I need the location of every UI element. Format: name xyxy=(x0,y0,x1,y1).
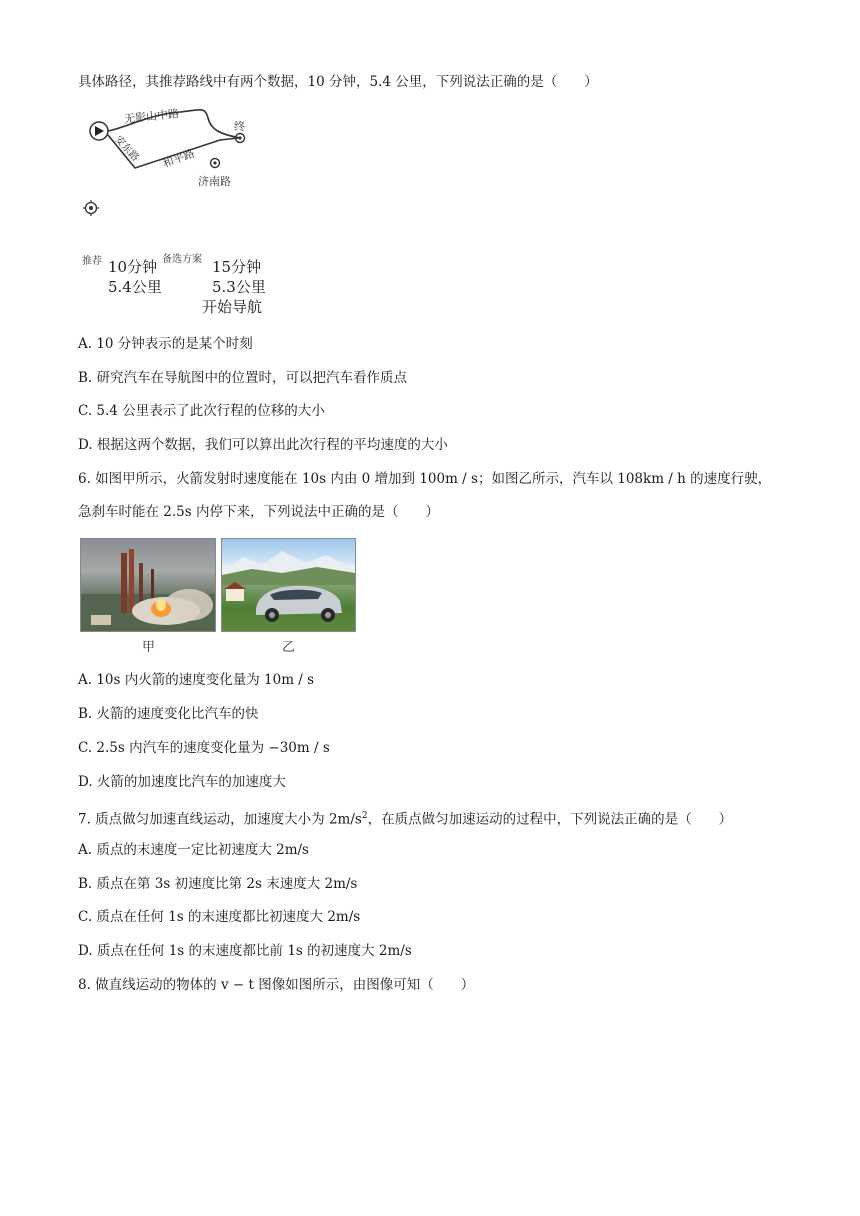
q6-stem-line2: 急刹车时能在 2.5s 内停下来，下列说法中正确的是（ ） xyxy=(78,504,439,520)
recommend-distance: 5.4公里 xyxy=(108,278,162,296)
q7-option-b: B. 质点在第 3s 初速度比第 2s 末速度大 2m/s xyxy=(78,876,358,892)
alternative-distance: 5.3公里 xyxy=(212,278,266,296)
q5-option-a: A. 10 分钟表示的是某个时刻 xyxy=(78,336,253,352)
q6-stem-line1: 6. 如图甲所示，火箭发射时速度能在 10s 内由 0 增加到 100m / s；如图乙所示，汽车以 108km / h 的速度行驶， xyxy=(78,471,772,487)
recommend-tag: 推荐 xyxy=(82,256,102,267)
q7-stem-sup: 2 xyxy=(361,811,368,821)
q5-option-c: C. 5.4 公里表示了此次行程的位移的大小 xyxy=(78,403,325,419)
start-navigation-button: 开始导航 xyxy=(202,298,263,316)
car-photo xyxy=(221,538,356,632)
q7-option-a: A. 质点的末速度一定比初速度大 2m/s xyxy=(78,842,309,858)
jinan-road-label: 济南路 xyxy=(198,175,231,188)
q7-option-c: C. 质点在任何 1s 的末速度都比初速度大 2m/s xyxy=(78,909,361,925)
q8-stem: 8. 做直线运动的物体的 v − t 图像如图所示，由图像可知（ ） xyxy=(78,977,475,993)
alternative-time: 15分钟 xyxy=(212,258,262,276)
road-label-wuyingshan: 无影山中路 xyxy=(123,107,180,126)
rocket-launch-illustration xyxy=(81,539,215,631)
q5-stem: 具体路径，其推荐路线中有两个数据，10 分钟，5.4 公里，下列说法正确的是（ ） xyxy=(78,74,598,90)
q6-option-a: A. 10s 内火箭的速度变化量为 10m / s xyxy=(78,672,315,688)
q6-option-b: B. 火箭的速度变化比汽车的快 xyxy=(78,706,259,722)
alternative-tag: 备选方案 xyxy=(162,254,202,265)
q5-option-b: B. 研究汽车在导航图中的位置时，可以把汽车看作质点 xyxy=(78,370,408,386)
road-label-heping: 和平路 xyxy=(160,146,197,171)
q6-option-c: C. 2.5s 内汽车的速度变化量为 −30m / s xyxy=(78,740,330,756)
end-label: 终 xyxy=(234,120,245,133)
road-label-andong: 安东路 xyxy=(112,134,141,164)
q7-stem-pre: 7. 质点做匀加速直线运动，加速度大小为 2m/s xyxy=(78,811,362,828)
q5-option-d: D. 根据这两个数据，我们可以算出此次行程的平均速度的大小 xyxy=(78,437,448,453)
car-illustration xyxy=(222,539,355,631)
q7-stem-post: ，在质点做匀加速运动的过程中，下列说法正确的是（ ） xyxy=(367,811,733,828)
q6-photo-figure xyxy=(80,538,356,658)
q7-option-d: D. 质点在任何 1s 的末速度都比前 1s 的初速度大 2m/s xyxy=(78,943,412,959)
q7-stem xyxy=(78,806,732,830)
q6-option-d: D. 火箭的加速度比汽车的加速度大 xyxy=(78,774,286,790)
recommend-time: 10分钟 xyxy=(108,258,158,276)
photo-caption-left: 甲 xyxy=(142,640,156,655)
navigation-map-figure xyxy=(80,100,280,320)
photo-caption-right: 乙 xyxy=(282,640,296,655)
start-arrow-icon xyxy=(95,126,104,136)
rocket-launch-photo xyxy=(80,538,216,632)
